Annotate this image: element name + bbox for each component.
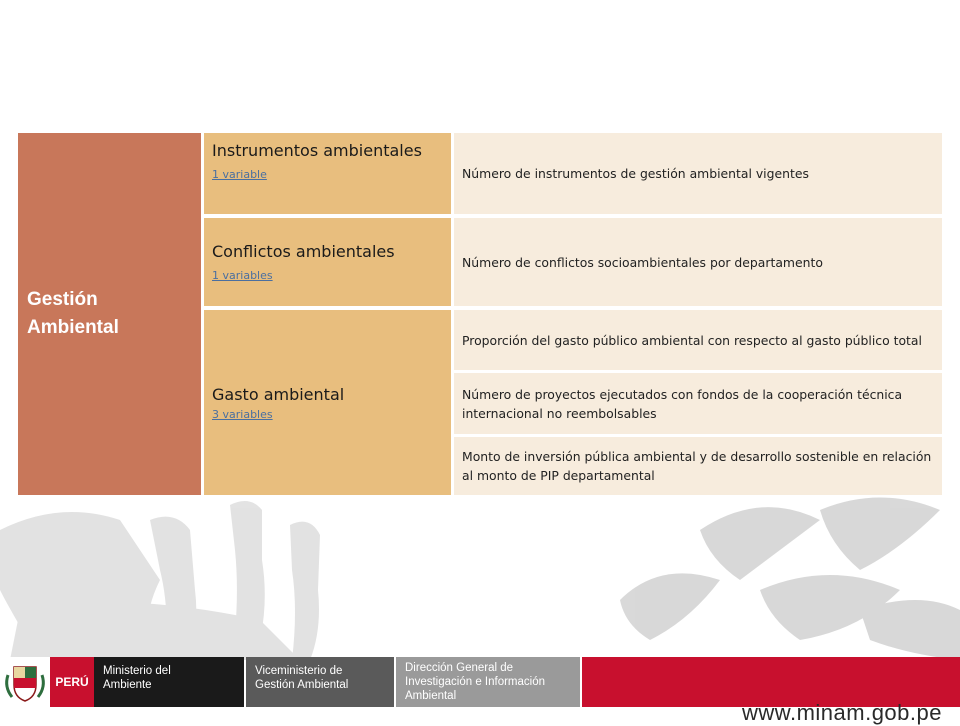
indicator-text: Número de instrumentos de gestión ambiental vigentes: [462, 166, 809, 181]
group-instrumentos: [204, 133, 451, 214]
indicator-text: Monto de inversión pública ambiental y de desarrollo sostenible en relación al monto de PIP departamental: [462, 449, 932, 483]
indicator-row: [454, 310, 942, 370]
peru-label: PERÚ: [50, 657, 94, 707]
indicator-row: [454, 373, 942, 434]
category-label: Gestión Ambiental: [27, 289, 119, 338]
ministry-label: Ministerio del Ambiente: [103, 665, 171, 691]
variables-link[interactable]: 1 variables: [212, 269, 273, 282]
shield-icon: [0, 657, 50, 707]
group-title: Gasto ambiental: [212, 385, 345, 404]
group-title: Conflictos ambientales: [212, 242, 395, 261]
ministry-block: [94, 657, 244, 707]
website-url[interactable]: www.minam.gob.pe: [742, 700, 942, 725]
group-gasto: [204, 310, 451, 495]
coat-of-arms: [0, 657, 50, 707]
variables-link[interactable]: 3 variables: [212, 408, 273, 421]
indicator-row: [454, 218, 942, 306]
indicator-row: [454, 133, 942, 214]
vice-ministry-label: Viceministerio de Gestión Ambiental: [255, 665, 349, 691]
variables-link[interactable]: 1 variable: [212, 168, 267, 181]
indicator-text: Número de conflictos socioambientales por departamento: [462, 254, 823, 270]
direction-block: [396, 657, 580, 707]
indicator-text: Proporción del gasto público ambiental con respecto al gasto público total: [462, 332, 922, 348]
indicator-row: [454, 437, 942, 495]
group-conflictos: [204, 218, 451, 306]
indicator-table: [18, 133, 942, 495]
indicator-text: Número de proyectos ejecutados con fondos de la cooperación técnica internacional no reembolsables: [462, 386, 903, 421]
direction-label: Dirección General de Investigación e Información Ambiental: [405, 662, 545, 702]
category-cell: [18, 133, 201, 495]
vice-ministry-block: [246, 657, 394, 707]
group-title: Instrumentos ambientales: [212, 141, 422, 160]
